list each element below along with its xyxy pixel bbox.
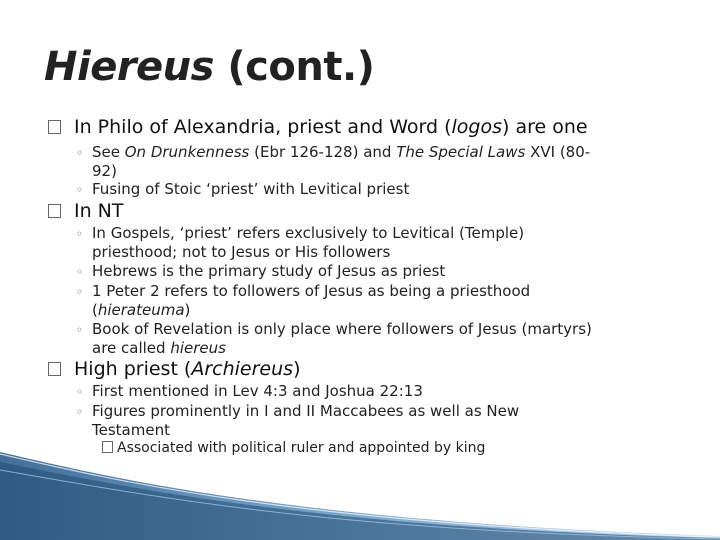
bullet-philo <box>48 116 588 138</box>
bullet-box-icon <box>48 204 61 218</box>
sub-bullet-dot-icon: ◦ <box>76 227 84 241</box>
sub-bullet-dot-icon: ◦ <box>76 323 84 337</box>
decorative-swoosh <box>0 440 720 540</box>
sub-text: Fusing of Stoic ‘priest’ with Levitical priest <box>92 180 410 198</box>
sub-bullet-drunkenness <box>76 143 696 180</box>
sub-bullet-dot-icon: ◦ <box>76 285 84 299</box>
sub-bullet-dot-icon: ◦ <box>76 146 84 160</box>
sub-sub-text: Associated with political ruler and appointed by king <box>117 440 486 456</box>
bullet-box-icon <box>48 120 61 134</box>
sub-text-mid: (Ebr 126-128) and <box>249 143 397 161</box>
sub-bullet-hebrews <box>76 262 445 281</box>
bullet-text: High priest ( <box>74 358 192 380</box>
sub-bullet-gospels <box>76 224 524 261</box>
sub-text: First mentioned in Lev 4:3 and Joshua 22:13 <box>92 382 423 400</box>
sub-text: See <box>92 143 125 161</box>
bullet-emphasis: Archiereus <box>191 358 294 380</box>
sub-text: 1 Peter 2 refers to followers of Jesus as being a priesthood <box>92 282 531 300</box>
sub-text-cont: 92) <box>92 162 117 180</box>
bullet-text-end: ) <box>293 358 301 380</box>
sub-bullet-lev <box>76 382 423 401</box>
sub-bullet-peter <box>76 282 530 319</box>
bullet-nt <box>48 200 124 222</box>
bullet-high-priest <box>48 358 301 380</box>
sub-bullet-dot-icon: ◦ <box>76 405 84 419</box>
sub-text-cont: are called <box>92 339 171 357</box>
sub-text: Hebrews is the primary study of Jesus as priest <box>92 262 446 280</box>
sub-text: In Gospels, ‘priest’ refers exclusively to Levitical (Temple) <box>92 224 525 242</box>
sub-emphasis: On Drunkenness <box>124 143 250 161</box>
title-rest: (cont.) <box>227 44 375 90</box>
sub-bullet-revelation <box>76 320 592 357</box>
sub-text: Figures prominently in I and II Maccabees as well as New <box>92 402 520 420</box>
sub-bullet-dot-icon: ◦ <box>76 183 84 197</box>
sub-bullet-dot-icon: ◦ <box>76 385 84 399</box>
sub-text-cont: Testament <box>92 421 170 439</box>
slide-title <box>44 44 374 90</box>
sub-emphasis-2: The Special Laws <box>396 143 526 161</box>
bullet-text-end: ) are one <box>502 116 588 138</box>
sub-text: Book of Revelation is only place where followers of Jesus (martyrs) <box>92 320 592 338</box>
sub-emphasis: hiereus <box>170 339 226 357</box>
sub-text-cont: priesthood; not to Jesus or His followers <box>92 243 391 261</box>
bullet-text: In Philo of Alexandria, priest and Word ( <box>74 116 452 138</box>
sub-bullet-stoic <box>76 180 409 199</box>
bullet-text: In NT <box>74 200 124 222</box>
sub-text-cont: ( <box>92 301 98 319</box>
sub-emphasis: hierateuma <box>97 301 185 319</box>
sub-text-end: ) <box>184 301 191 319</box>
sub-text-end: XVI (80- <box>525 143 591 161</box>
sub-bullet-dot-icon: ◦ <box>76 265 84 279</box>
bullet-emphasis: logos <box>451 116 502 138</box>
sub-bullet-maccabees <box>76 402 519 439</box>
bullet-box-icon <box>48 362 61 376</box>
title-italic: Hiereus <box>44 44 228 90</box>
